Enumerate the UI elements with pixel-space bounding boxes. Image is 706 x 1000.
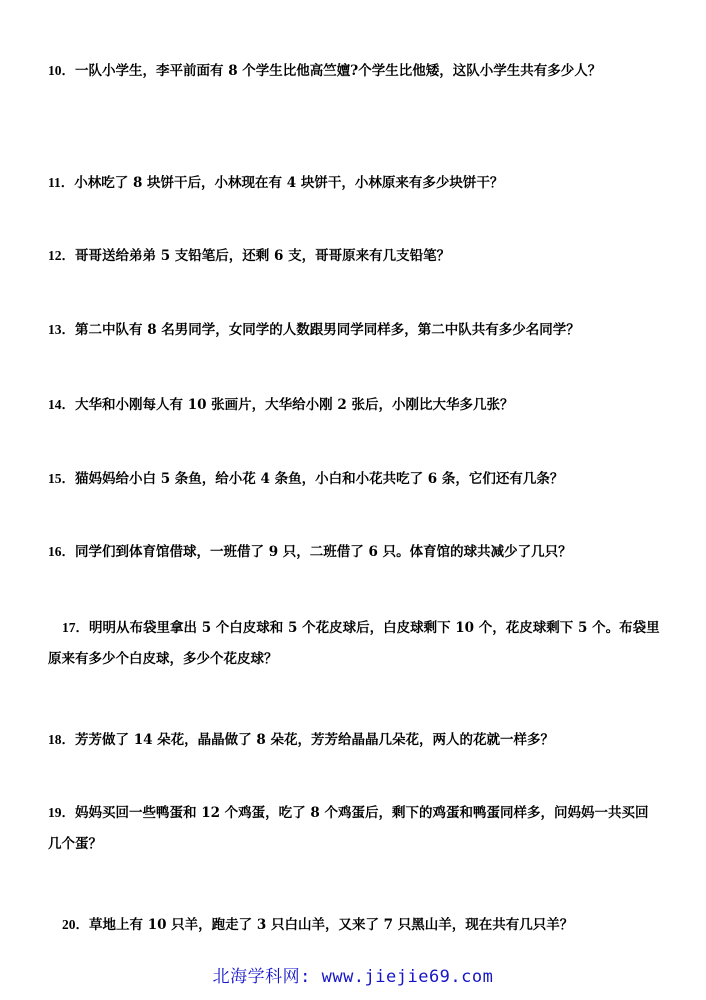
question-11 — [48, 167, 660, 199]
question-number: 19． — [48, 805, 75, 820]
question-text: 芳芳做了 14 朵花，晶晶做了 8 朵花，芳芳给晶晶几朵花，两人的花就一样多？ — [75, 732, 554, 748]
question-text: 大华和小刚每人有 10 张画片，大华给小刚 2 张后，小刚比大华多几张？ — [75, 397, 514, 413]
question-16 — [48, 536, 660, 568]
question-text: 草地上有 10 只羊，跑走了 3 只白山羊，又来了 7 只黑山羊，现在共有几只羊？ — [89, 917, 574, 933]
question-number: 14． — [48, 397, 75, 412]
question-text: 明明从布袋里拿出 5 个白皮球和 5 个花皮球后，白皮球剩下 10 个，花皮球剩下 5 个。布袋里原来有多少个白皮球，多少个花皮球？ — [48, 620, 660, 667]
question-number: 15． — [48, 471, 75, 486]
question-15 — [48, 463, 660, 495]
question-text: 猫妈妈给小白 5 条鱼，给小花 4 条鱼，小白和小花共吃了 6 条，它们还有几条？ — [75, 471, 564, 487]
question-number: 13． — [48, 322, 75, 337]
question-number: 17． — [62, 620, 89, 635]
question-number: 16． — [48, 544, 75, 559]
question-17 — [48, 612, 660, 675]
question-text: 同学们到体育馆借球，一班借了 9 只，二班借了 6 只。体育馆的球共减少了几只？ — [75, 544, 572, 560]
question-number: 18． — [48, 732, 75, 747]
question-text: 妈妈买回一些鸭蛋和 12 个鸡蛋，吃了 8 个鸡蛋后，剩下的鸡蛋和鸭蛋同样多，问妈妈一共买回几个蛋？ — [48, 805, 649, 852]
footer-watermark-link[interactable]: 北海学科网: www.jiejie69.com — [212, 967, 494, 987]
question-text: 一队小学生，李平前面有 8 个学生比他高竺嬗?个学生比他矮，这队小学生共有多少人？ — [75, 63, 602, 79]
question-text: 哥哥送给弟弟 5 支铅笔后，还剩 6 支，哥哥原来有几支铅笔？ — [75, 248, 451, 264]
question-number: 12． — [48, 248, 75, 263]
question-text: 第二中队有 8 名男同学，女同学的人数跟男同学同样多，第二中队共有多少名同学？ — [75, 322, 580, 338]
question-13 — [48, 314, 660, 346]
question-18 — [48, 724, 660, 756]
question-number: 20． — [62, 917, 89, 932]
question-20 — [62, 909, 660, 941]
question-14 — [48, 389, 660, 421]
question-19 — [48, 797, 660, 860]
question-number: 10． — [48, 63, 75, 78]
question-text: 小林吃了 8 块饼干后，小林现在有 4 块饼干，小林原来有多少块饼干？ — [74, 175, 504, 191]
question-12 — [48, 240, 660, 272]
question-10 — [48, 55, 660, 87]
question-number: 11． — [48, 175, 75, 190]
